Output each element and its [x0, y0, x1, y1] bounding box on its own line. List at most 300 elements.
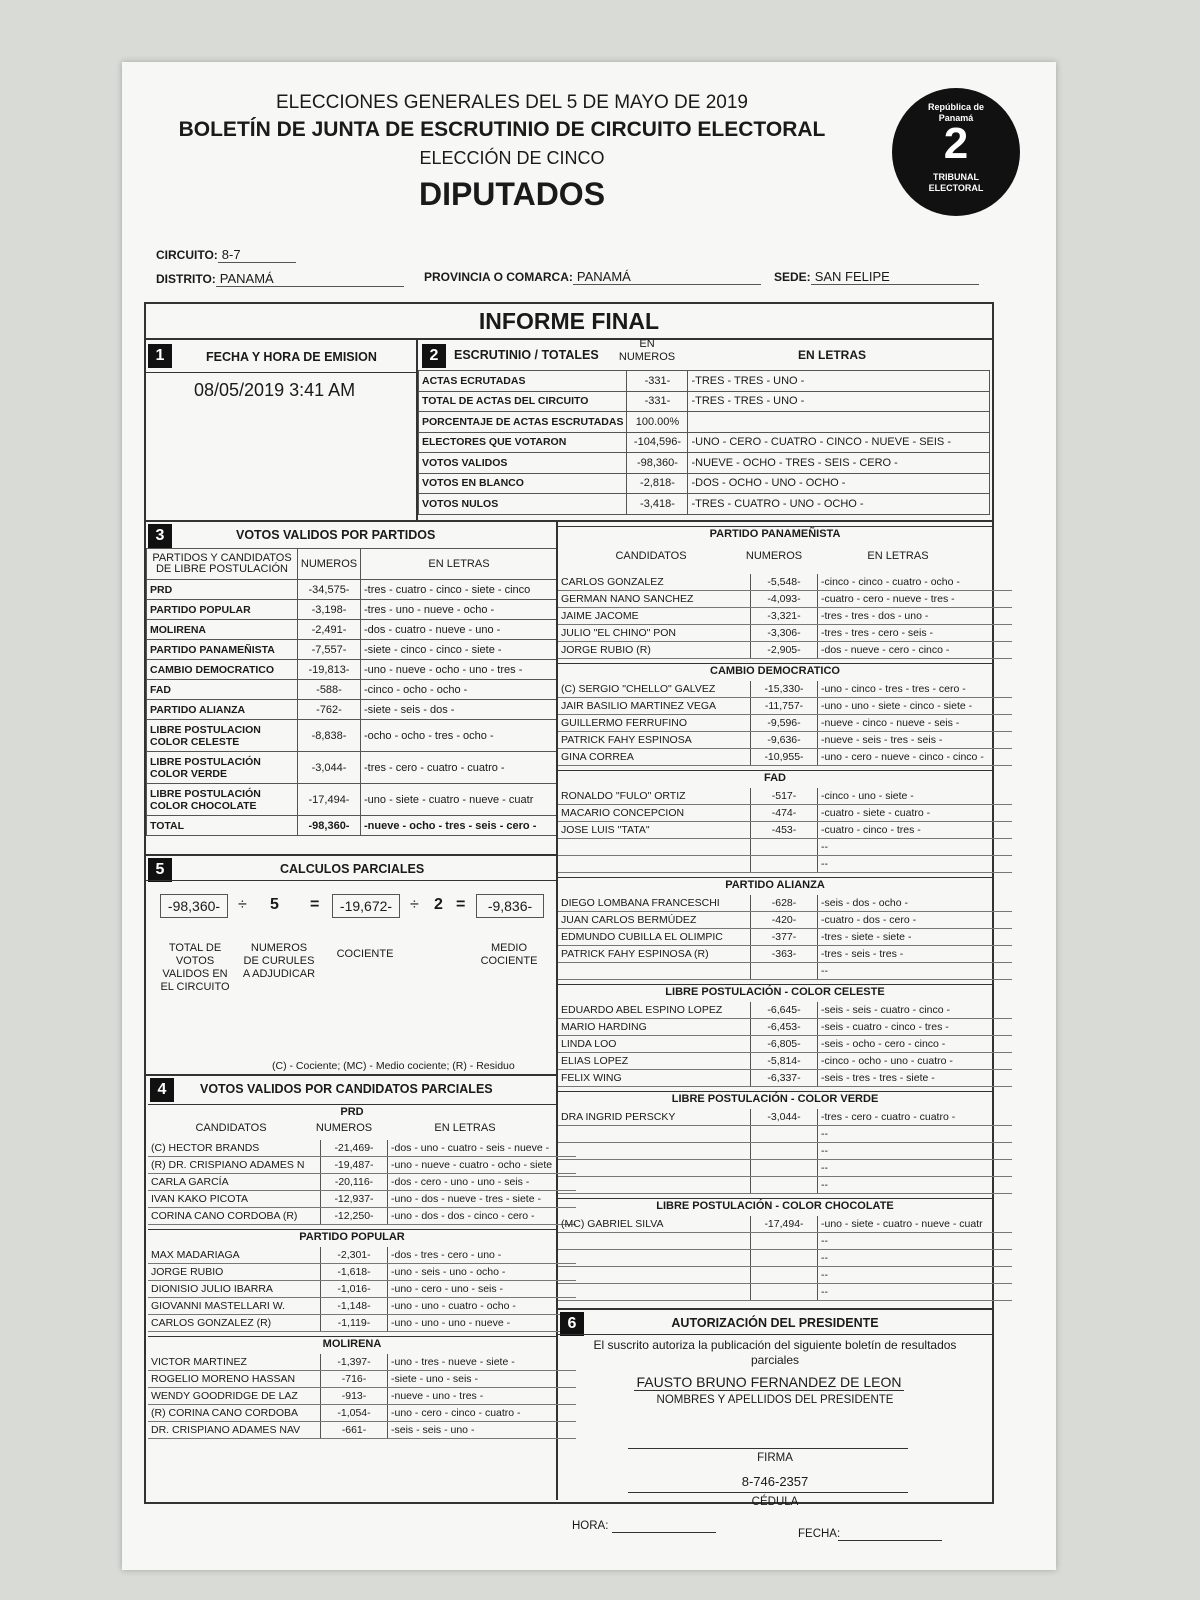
table-cell: -tres - cero - cuatro - cuatro - — [361, 752, 558, 784]
table-cell: GUILLERMO FERRUFINO — [558, 715, 751, 732]
table-cell: DIONISIO JULIO IBARRA — [148, 1281, 321, 1298]
table-cell: -uno - siete - cuatro - nueve - cuatr — [361, 784, 558, 816]
table-cell — [751, 963, 818, 980]
table-row — [558, 788, 1012, 805]
table-cell: (C) SERGIO "CHELLO" GALVEZ — [558, 681, 751, 698]
table-cell: -tres - cuatro - cinco - siete - cinco — [361, 580, 558, 600]
candidate-table — [558, 681, 1012, 766]
candidate-table — [558, 1002, 1012, 1087]
table-row — [558, 1109, 1012, 1126]
group-title: PARTIDO ALIANZA — [725, 879, 825, 891]
table-cell: -tres - seis - tres - — [818, 946, 1013, 963]
sede-label: SEDE: — [774, 270, 811, 284]
table-cell: MOLIRENA — [147, 620, 298, 640]
table-row — [148, 1191, 576, 1208]
table-cell: -nueve - uno - tres - — [388, 1388, 577, 1405]
table-cell: -seis - seis - uno - — [388, 1422, 577, 1439]
table-cell: CARLA GARCÍA — [148, 1174, 321, 1191]
table-cell: CARLOS GONZALEZ (R) — [148, 1315, 321, 1332]
group-title: FAD — [764, 772, 786, 784]
fecha-line — [838, 1540, 942, 1541]
table-cell: -17,494- — [751, 1216, 818, 1233]
table-cell: -seis - tres - tres - siete - — [818, 1070, 1013, 1087]
table-cell: -6,645- — [751, 1002, 818, 1019]
table-cell: MAX MADARIAGA — [148, 1247, 321, 1264]
table-row — [148, 1157, 576, 1174]
table-cell: -6,805- — [751, 1036, 818, 1053]
table-row — [558, 732, 1012, 749]
medio-cociente-box: -9,836- — [476, 894, 544, 918]
table-cell: -104,596- — [627, 432, 688, 453]
table-cell: -- — [818, 1250, 1013, 1267]
table-cell — [751, 1177, 818, 1194]
table-cell — [558, 1250, 751, 1267]
table-cell: -uno - uno - cuatro - ocho - — [388, 1298, 577, 1315]
section-5-title: CALCULOS PARCIALES — [280, 862, 425, 876]
table-cell: -661- — [321, 1422, 388, 1439]
table-cell — [751, 1233, 818, 1250]
table-row — [148, 1405, 576, 1422]
group-title: PRD — [340, 1106, 364, 1118]
table-cell: -4,093- — [751, 591, 818, 608]
table-cell: -- — [818, 1126, 1013, 1143]
table-row — [147, 700, 558, 720]
table-cell: -uno - siete - cuatro - nueve - cuatr — [818, 1216, 1013, 1233]
table-cell: -nueve - cinco - nueve - seis - — [818, 715, 1013, 732]
table-row — [147, 660, 558, 680]
table-cell: -588- — [298, 680, 361, 700]
divider — [144, 520, 994, 522]
table-cell: -517- — [751, 788, 818, 805]
table-cell: VOTOS NULOS — [419, 494, 627, 515]
curules-value: 5 — [270, 896, 279, 913]
table-cell — [751, 1284, 818, 1301]
table-cell: -11,757- — [751, 698, 818, 715]
table-cell: -nueve - ocho - tres - seis - cero - — [361, 816, 558, 836]
hora-label: HORA: — [572, 1520, 609, 1532]
table-row — [558, 1070, 1012, 1087]
divider — [558, 770, 992, 771]
cedula-label: CÉDULA — [751, 1496, 799, 1508]
distrito-field — [156, 270, 404, 288]
table-row — [148, 1140, 576, 1157]
table-cell: -- — [818, 1233, 1013, 1250]
provincia-label: PROVINCIA O COMARCA: — [424, 270, 573, 284]
table-cell — [751, 839, 818, 856]
table-row — [558, 681, 1012, 698]
table-cell: -15,330- — [751, 681, 818, 698]
firma-label: FIRMA — [757, 1452, 793, 1464]
table-cell: -dos - cuatro - nueve - uno - — [361, 620, 558, 640]
table-row — [558, 1126, 1012, 1143]
divider — [144, 854, 558, 856]
divide-sign: ÷ — [238, 896, 247, 913]
table-cell: JOSE LUIS "TATA" — [558, 822, 751, 839]
seal-bottom-text-2: ELECTORAL — [928, 183, 984, 193]
table-row — [147, 600, 558, 620]
table-cell: -1,148- — [321, 1298, 388, 1315]
table-cell: -dos - nueve - cero - cinco - — [818, 642, 1013, 659]
table-row — [419, 432, 990, 453]
table-cell: -seis - dos - ocho - — [818, 895, 1013, 912]
section-6-title: AUTORIZACIÓN DEL PRESIDENTE — [671, 1316, 879, 1330]
column-header: EN LETRAS — [361, 549, 558, 580]
candidate-table — [558, 1216, 1012, 1301]
table-cell: GINA CORREA — [558, 749, 751, 766]
candidate-table — [148, 1140, 576, 1225]
table-cell: -363- — [751, 946, 818, 963]
table-cell: DRA INGRID PERSCKY — [558, 1109, 751, 1126]
table-cell: -uno - dos - dos - cinco - cero - — [388, 1208, 577, 1225]
table-cell: -7,557- — [298, 640, 361, 660]
table-row — [147, 640, 558, 660]
section-6-number: 6 — [560, 1312, 584, 1336]
table-cell: -17,494- — [298, 784, 361, 816]
candidate-table — [558, 788, 1012, 873]
table-row — [147, 720, 558, 752]
table-row — [558, 946, 1012, 963]
divider — [558, 984, 992, 985]
table-row — [558, 856, 1012, 873]
group-title: PARTIDO PANAMEÑISTA — [709, 528, 841, 540]
table-row — [558, 1160, 1012, 1177]
table-cell: -762- — [298, 700, 361, 720]
table-cell — [558, 1233, 751, 1250]
table-row — [558, 608, 1012, 625]
table-row — [147, 784, 558, 816]
table-cell — [558, 1284, 751, 1301]
table-cell: PRD — [147, 580, 298, 600]
table-cell — [558, 856, 751, 873]
table-cell: -3,044- — [751, 1109, 818, 1126]
table-cell: DIEGO LOMBANA FRANCESCHI — [558, 895, 751, 912]
table-cell: JULIO "EL CHINO" PON — [558, 625, 751, 642]
table-cell: -1,054- — [321, 1405, 388, 1422]
table-cell: LIBRE POSTULACION COLOR CELESTE — [147, 720, 298, 752]
authorization-text: El suscrito autoriza la publicación del siguiente boletín de resultados parciales — [593, 1338, 957, 1367]
column-header: CANDIDATOS — [615, 550, 687, 562]
table-cell: -nueve - seis - tres - seis - — [818, 732, 1013, 749]
table-cell: -331- — [627, 371, 688, 392]
table-cell — [558, 1267, 751, 1284]
table-cell: PARTIDO PANAMEÑISTA — [147, 640, 298, 660]
divider — [144, 338, 994, 340]
table-cell: -19,487- — [321, 1157, 388, 1174]
table-cell: (R) CORINA CANO CORDOBA — [148, 1405, 321, 1422]
table-cell: -cuatro - siete - cuatro - — [818, 805, 1013, 822]
hora-line — [612, 1532, 716, 1533]
table-cell: CAMBIO DEMOCRATICO — [147, 660, 298, 680]
seal-mid-text: Panamá — [938, 113, 974, 123]
table-cell: (C) HECTOR BRANDS — [148, 1140, 321, 1157]
section-2-title: ESCRUTINIO / TOTALES — [454, 348, 599, 362]
section-4-title: VOTOS VALIDOS POR CANDIDATOS PARCIALES — [200, 1082, 493, 1096]
table-cell: -420- — [751, 912, 818, 929]
table-cell: -19,813- — [298, 660, 361, 680]
table-cell: -- — [818, 1160, 1013, 1177]
table-cell — [751, 1160, 818, 1177]
table-row — [148, 1247, 576, 1264]
table-header-row — [147, 549, 558, 580]
table-row — [148, 1174, 576, 1191]
table-row — [558, 642, 1012, 659]
medio-cociente-label: MEDIO COCIENTE — [480, 942, 538, 967]
table-cell: (MC) GABRIEL SILVA — [558, 1216, 751, 1233]
total-votos-box: -98,360- — [160, 894, 228, 918]
table-row — [558, 1143, 1012, 1160]
table-cell: ELIAS LOPEZ — [558, 1053, 751, 1070]
column-header: NUMEROS — [298, 549, 361, 580]
table-cell: -2,301- — [321, 1247, 388, 1264]
table-row — [558, 929, 1012, 946]
table-cell: -DOS - OCHO - UNO - OCHO - — [688, 473, 990, 494]
divider — [558, 1091, 992, 1092]
table-cell: -tres - cero - cuatro - cuatro - — [818, 1109, 1013, 1126]
divider — [558, 1198, 992, 1199]
column-header: NUMEROS — [745, 550, 803, 562]
section-2-col-letras: EN LETRAS — [797, 348, 866, 362]
table-cell: ROGELIO MORENO HASSAN — [148, 1371, 321, 1388]
candidate-table — [558, 1109, 1012, 1194]
divider — [558, 1334, 992, 1335]
table-cell — [751, 1143, 818, 1160]
table-cell: PORCENTAJE DE ACTAS ESCRUTADAS — [419, 412, 627, 433]
table-cell: -TRES - TRES - UNO - — [688, 371, 990, 392]
table-cell: -1,016- — [321, 1281, 388, 1298]
table-cell: -98,360- — [627, 453, 688, 474]
table-cell: -tres - uno - nueve - ocho - — [361, 600, 558, 620]
table-cell: -2,818- — [627, 473, 688, 494]
table-cell: -6,337- — [751, 1070, 818, 1087]
table-row — [558, 1036, 1012, 1053]
table-cell: (R) DR. CRISPIANO ADAMES N — [148, 1157, 321, 1174]
table-cell: -- — [818, 1267, 1013, 1284]
table-cell: -uno - nueve - ocho - uno - tres - — [361, 660, 558, 680]
table-row — [558, 1233, 1012, 1250]
president-name-label: NOMBRES Y APELLIDOS DEL PRESIDENTE — [656, 1394, 894, 1406]
table-cell: JUAN CARLOS BERMÚDEZ — [558, 912, 751, 929]
votos-partidos-table — [146, 548, 558, 836]
table-cell: LIBRE POSTULACIÓN COLOR VERDE — [147, 752, 298, 784]
escrutinio-table — [418, 370, 990, 515]
table-cell: MACARIO CONCEPCION — [558, 805, 751, 822]
seal-number: 2 — [943, 119, 969, 168]
table-row — [147, 680, 558, 700]
table-cell: -913- — [321, 1388, 388, 1405]
cedula-value: 8-746-2357 — [741, 1474, 809, 1489]
table-cell: PARTIDO POPULAR — [147, 600, 298, 620]
total-votos-label: TOTAL DE VOTOS VALIDOS EN EL CIRCUITO — [160, 942, 230, 993]
table-row — [148, 1298, 576, 1315]
table-cell: DR. CRISPIANO ADAMES NAV — [148, 1422, 321, 1439]
table-row — [419, 494, 990, 515]
section-3-number: 3 — [148, 524, 172, 548]
divider — [558, 1308, 992, 1310]
informe-title: INFORME FINAL — [478, 308, 660, 334]
divider — [144, 880, 558, 881]
table-cell: PATRICK FAHY ESPINOSA (R) — [558, 946, 751, 963]
table-cell: -331- — [627, 391, 688, 412]
table-cell: -uno - cero - cinco - cuatro - — [388, 1405, 577, 1422]
table-cell: FAD — [147, 680, 298, 700]
table-cell: WENDY GOODRIDGE DE LAZ — [148, 1388, 321, 1405]
table-cell: JAIR BASILIO MARTINEZ VEGA — [558, 698, 751, 715]
divide-sign: ÷ — [410, 896, 419, 913]
signature-line — [628, 1448, 908, 1449]
table-cell: PATRICK FAHY ESPINOSA — [558, 732, 751, 749]
table-cell: -uno - cero - uno - seis - — [388, 1281, 577, 1298]
table-row — [558, 1177, 1012, 1194]
table-row — [558, 698, 1012, 715]
section-4-number: 4 — [150, 1078, 174, 1102]
table-cell: -seis - cuatro - cinco - tres - — [818, 1019, 1013, 1036]
table-cell — [751, 1267, 818, 1284]
table-cell: CORINA CANO CORDOBA (R) — [148, 1208, 321, 1225]
table-cell: -5,548- — [751, 574, 818, 591]
fecha-label: FECHA: — [798, 1528, 841, 1540]
table-row — [147, 752, 558, 784]
table-cell: ACTAS ECRUTADAS — [419, 371, 627, 392]
table-cell: 100.00% — [627, 412, 688, 433]
table-cell: -uno - uno - uno - nueve - — [388, 1315, 577, 1332]
table-row — [558, 1284, 1012, 1301]
candidate-table — [558, 895, 1012, 980]
table-cell — [558, 1160, 751, 1177]
table-cell: -9,596- — [751, 715, 818, 732]
table-row — [558, 574, 1012, 591]
table-row — [148, 1264, 576, 1281]
tribunal-electoral-seal — [892, 88, 1020, 216]
table-cell: RONALDO "FULO" ORTIZ — [558, 788, 751, 805]
table-row — [419, 371, 990, 392]
table-row — [147, 816, 558, 836]
table-row — [558, 591, 1012, 608]
table-row — [558, 895, 1012, 912]
table-cell: -cuatro - cero - nueve - tres - — [818, 591, 1013, 608]
table-cell: -1,618- — [321, 1264, 388, 1281]
table-cell: -- — [818, 1177, 1013, 1194]
table-cell: -ocho - ocho - tres - ocho - — [361, 720, 558, 752]
section-3-title: VOTOS VALIDOS POR PARTIDOS — [236, 528, 436, 542]
curules-label: NUMEROS DE CURULES A ADJUDICAR — [242, 942, 316, 980]
table-row — [419, 473, 990, 494]
group-title: LIBRE POSTULACIÓN - COLOR CHOCOLATE — [656, 1200, 894, 1212]
table-row — [558, 1267, 1012, 1284]
table-cell: LINDA LOO — [558, 1036, 751, 1053]
table-cell: MARIO HARDING — [558, 1019, 751, 1036]
seal-bottom-text-1: TRIBUNAL — [933, 172, 979, 182]
table-cell: PARTIDO ALIANZA — [147, 700, 298, 720]
column-header: PARTIDOS Y CANDIDATOS DE LIBRE POSTULACIÓN — [147, 549, 298, 580]
cedula-line — [628, 1492, 908, 1493]
table-cell: -cinco - cinco - cuatro - ocho - — [818, 574, 1013, 591]
group-title: PARTIDO POPULAR — [299, 1231, 405, 1243]
group-title: MOLIRENA — [322, 1338, 382, 1350]
table-cell: -seis - seis - cuatro - cinco - — [818, 1002, 1013, 1019]
table-row — [419, 453, 990, 474]
table-cell: -2,905- — [751, 642, 818, 659]
table-cell: -3,198- — [298, 600, 361, 620]
group-title: LIBRE POSTULACIÓN - COLOR CELESTE — [665, 986, 885, 998]
legend-note: (C) - Cociente; (MC) - Medio cociente; (R) - Residuo — [272, 1060, 515, 1072]
table-cell — [751, 1250, 818, 1267]
table-cell — [751, 1126, 818, 1143]
divider — [558, 877, 992, 878]
table-row — [419, 391, 990, 412]
table-cell: -1,119- — [321, 1315, 388, 1332]
table-cell: -cuatro - cinco - tres - — [818, 822, 1013, 839]
table-cell: -uno - cinco - tres - tres - cero - — [818, 681, 1013, 698]
page-title: DIPUTADOS — [418, 176, 606, 212]
section-2-number: 2 — [422, 344, 446, 368]
table-cell: -uno - nueve - cuatro - ocho - siete — [388, 1157, 577, 1174]
table-cell: -34,575- — [298, 580, 361, 600]
table-row — [147, 580, 558, 600]
table-cell: EDUARDO ABEL ESPINO LOPEZ — [558, 1002, 751, 1019]
table-cell: -9,636- — [751, 732, 818, 749]
column-header: CANDIDATOS — [195, 1122, 267, 1134]
table-cell: LIBRE POSTULACIÓN COLOR CHOCOLATE — [147, 784, 298, 816]
table-cell — [558, 1126, 751, 1143]
distrito-value: PANAMÁ — [216, 271, 404, 287]
table-cell: -dos - uno - cuatro - seis - nueve - — [388, 1140, 577, 1157]
table-cell: -12,250- — [321, 1208, 388, 1225]
table-row — [558, 912, 1012, 929]
ballot-sheet — [122, 62, 1056, 1570]
table-cell: -3,418- — [627, 494, 688, 515]
table-row — [558, 625, 1012, 642]
table-cell: -5,814- — [751, 1053, 818, 1070]
table-row — [148, 1315, 576, 1332]
table-cell: -tres - siete - siete - — [818, 929, 1013, 946]
table-cell: -8,838- — [298, 720, 361, 752]
table-cell: JORGE RUBIO — [148, 1264, 321, 1281]
table-cell: -628- — [751, 895, 818, 912]
table-cell: -2,491- — [298, 620, 361, 640]
table-cell: -3,306- — [751, 625, 818, 642]
table-cell: -siete - cinco - cinco - siete - — [361, 640, 558, 660]
equals-sign: = — [310, 896, 320, 913]
table-row — [419, 412, 990, 433]
table-cell: EDMUNDO CUBILLA EL OLIMPIC — [558, 929, 751, 946]
table-cell: JAIME JACOME — [558, 608, 751, 625]
table-cell — [751, 856, 818, 873]
section-2-col-num: EN NUMEROS — [618, 338, 676, 363]
table-cell: -siete - seis - dos - — [361, 700, 558, 720]
column-header: EN LETRAS — [434, 1122, 496, 1134]
divisor-value: 2 — [434, 896, 443, 913]
table-cell: -1,397- — [321, 1354, 388, 1371]
table-row — [558, 1250, 1012, 1267]
table-row — [558, 1002, 1012, 1019]
table-row — [558, 805, 1012, 822]
table-cell: -3,321- — [751, 608, 818, 625]
table-cell: -3,044- — [298, 752, 361, 784]
table-row — [148, 1371, 576, 1388]
table-row — [558, 822, 1012, 839]
divider — [144, 1074, 558, 1076]
table-cell: -uno - uno - siete - cinco - siete - — [818, 698, 1013, 715]
table-row — [148, 1388, 576, 1405]
table-cell: -uno - dos - nueve - tres - siete - — [388, 1191, 577, 1208]
column-header: NUMEROS — [315, 1122, 373, 1134]
table-cell: GERMAN NANO SANCHEZ — [558, 591, 751, 608]
distrito-label: DISTRITO: — [156, 272, 216, 286]
table-cell: -716- — [321, 1371, 388, 1388]
table-cell: -TRES - CUATRO - UNO - OCHO - — [688, 494, 990, 515]
table-cell: -uno - seis - uno - ocho - — [388, 1264, 577, 1281]
group-title: LIBRE POSTULACIÓN - COLOR VERDE — [671, 1093, 879, 1105]
